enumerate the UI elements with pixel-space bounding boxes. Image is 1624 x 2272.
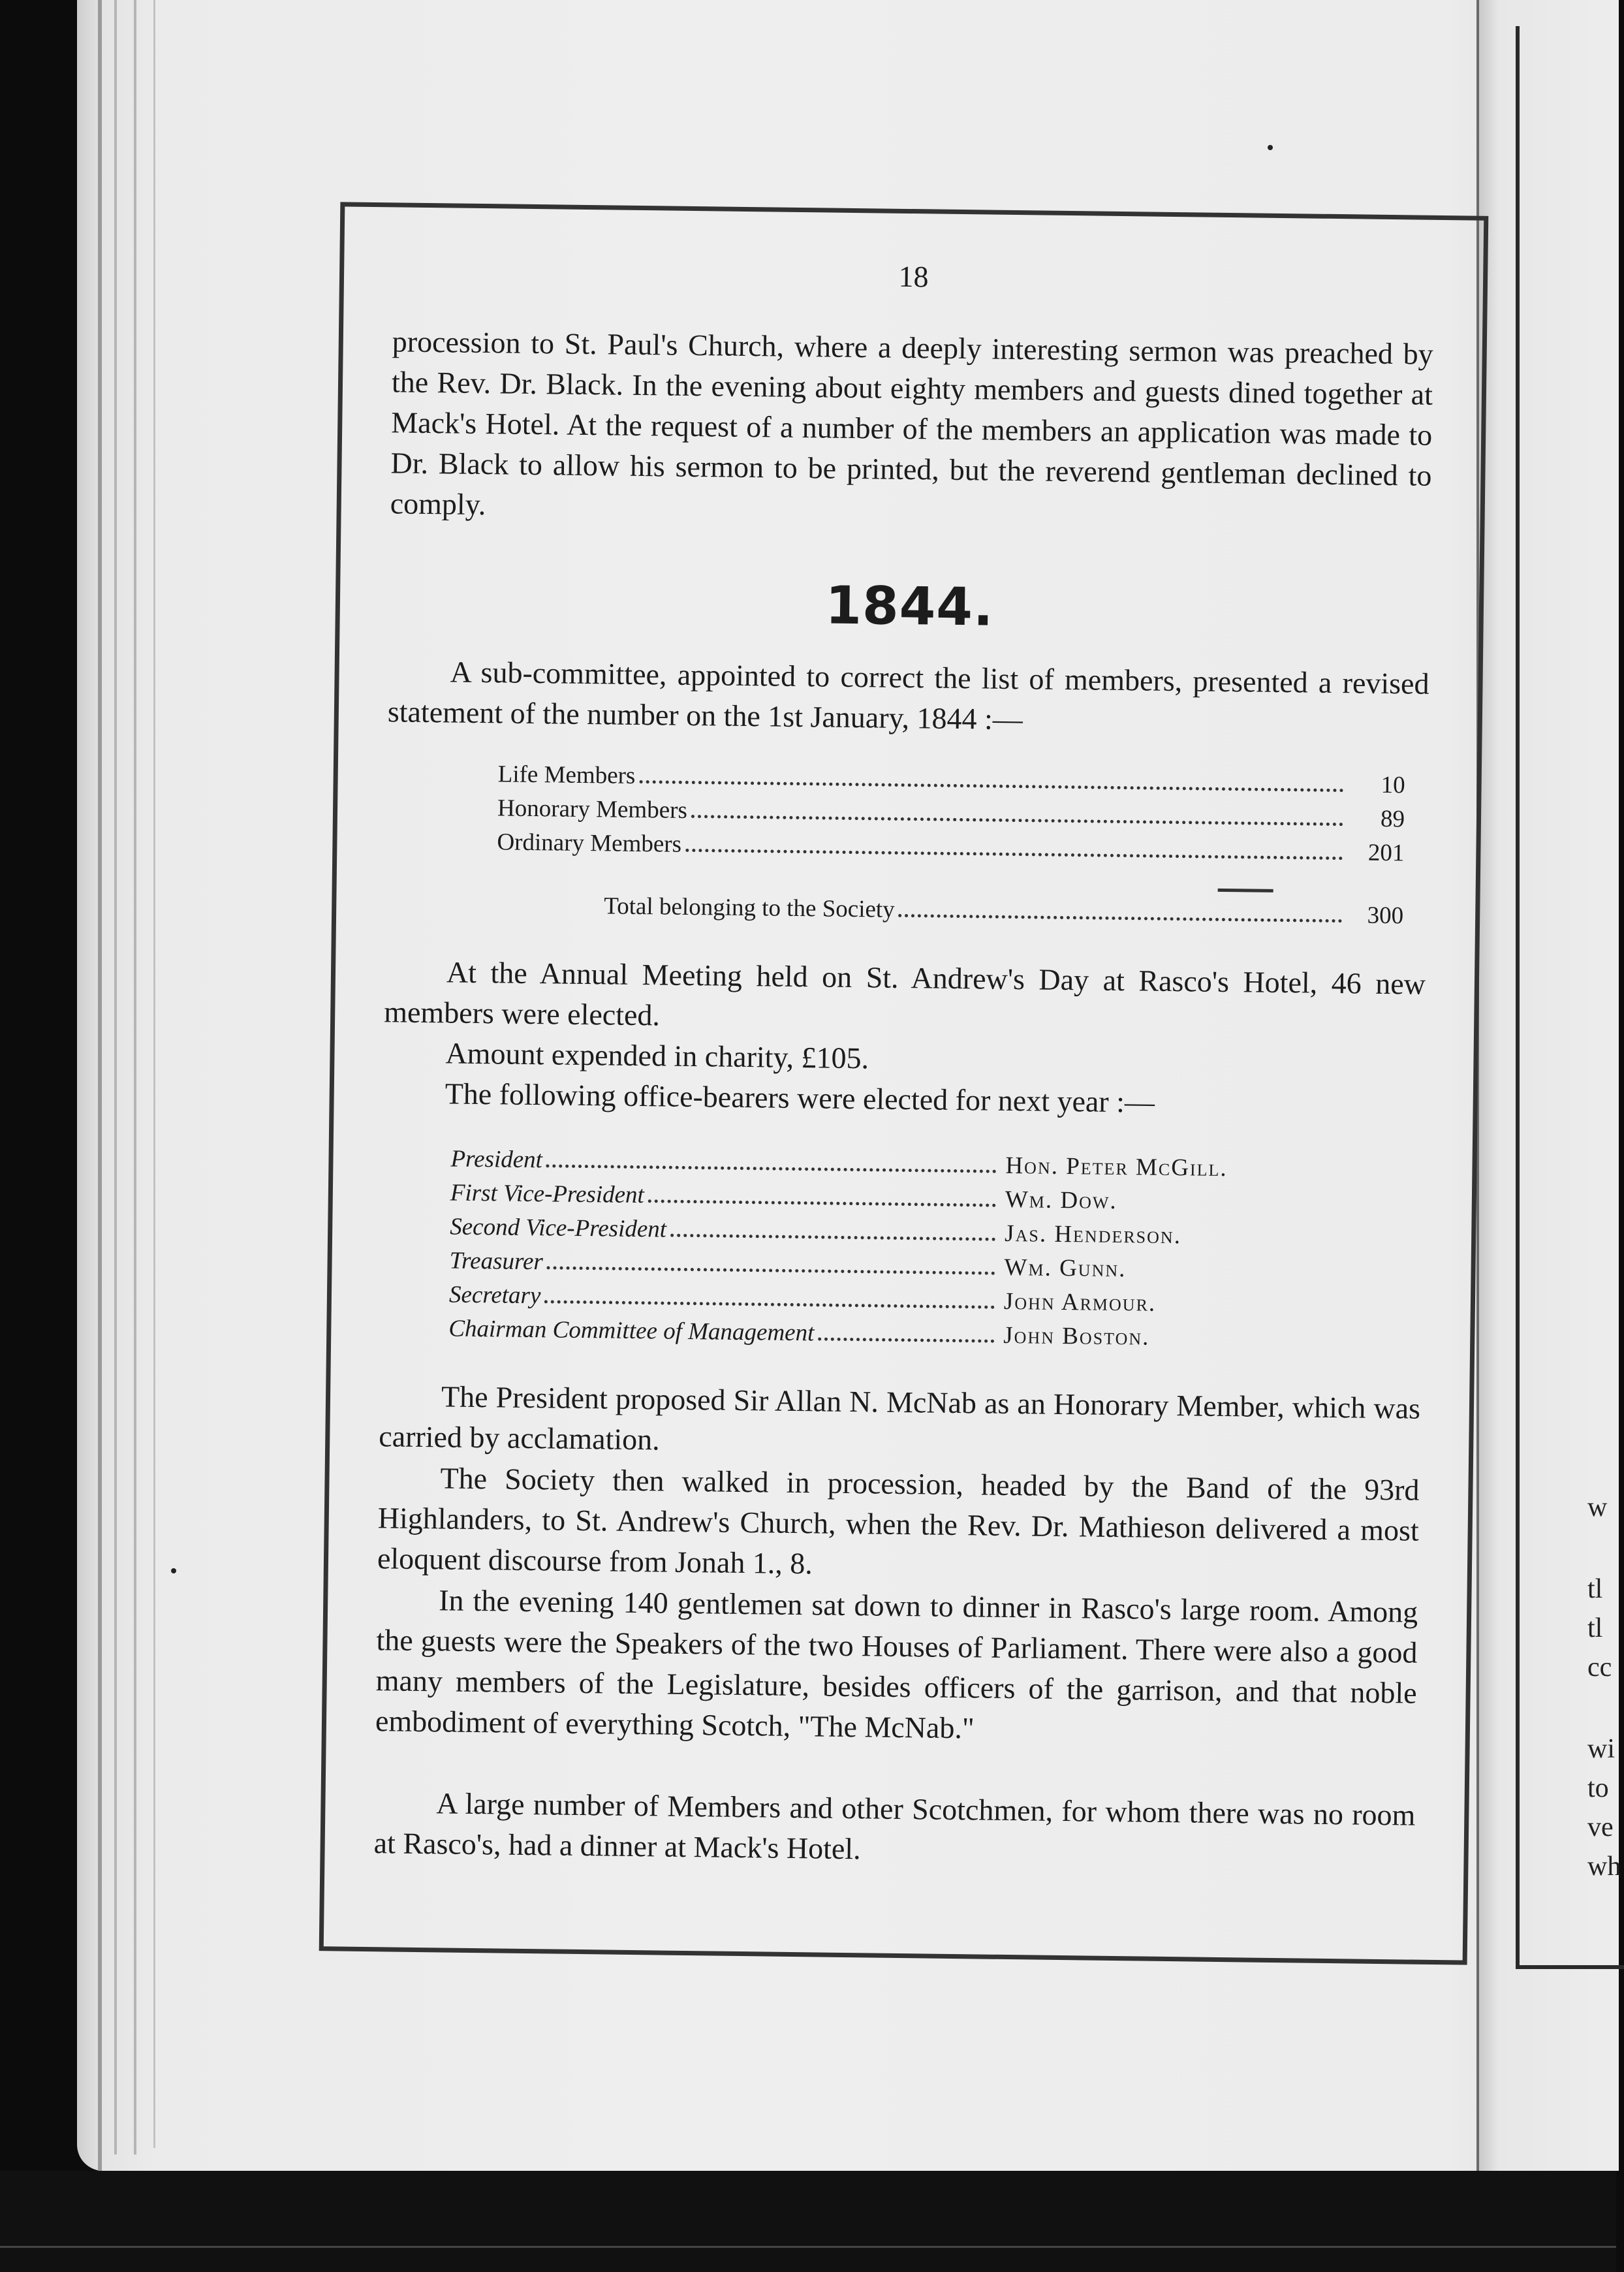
- membership-value: 10: [1381, 771, 1405, 799]
- officer-title: Second Vice-President: [450, 1213, 667, 1243]
- charity-line: Amount expended in charity, £105.: [445, 1036, 869, 1075]
- membership-label: Honorary Members: [497, 795, 688, 824]
- leader-dots: [818, 1337, 994, 1342]
- leader-dots: [685, 849, 1343, 860]
- facing-page-fragment: w: [1587, 1492, 1608, 1523]
- officer-name: John Boston.: [1003, 1321, 1150, 1351]
- membership-value: 201: [1367, 839, 1405, 867]
- leader-dots: [544, 1300, 995, 1308]
- leader-dots: [639, 780, 1343, 792]
- officer-title: Secretary: [448, 1281, 541, 1310]
- membership-label: Ordinary Members: [497, 828, 682, 858]
- subcommittee-paragraph: A sub-committee, appointed to correct the list of members, presented a revised statement of the number on the 1st January, 1844 :—: [387, 655, 1429, 736]
- intro-paragraph: procession to St. Paul's Church, where a deeply interesting sermon was preached by the Rev. Dr. Black. In the evening about eighty members and guests dined together at Mack's Hotel. At the request of a number of the members an application was made to Dr. Black to allow his sermon to be printed, but the reverend gentleman declined to comply.: [390, 324, 1434, 522]
- officer-name: Wm. Gunn.: [1004, 1254, 1127, 1283]
- scan-border: [0, 2171, 1616, 2272]
- honorary-member-paragraph: The President proposed Sir Allan N. McNab as an Honorary Member, which was carried by acclamation.: [379, 1380, 1421, 1457]
- facing-page-fragment: tl: [1587, 1574, 1603, 1604]
- officer-name: Wm. Dow.: [1005, 1186, 1117, 1215]
- officers-list: [448, 1145, 1287, 1359]
- leader-dots: [546, 1164, 997, 1173]
- ink-speck: [1268, 145, 1273, 150]
- officer-name: Hon. Peter McGill.: [1005, 1152, 1228, 1182]
- leader-dots: [691, 815, 1343, 826]
- year-heading: 1844.: [824, 575, 995, 638]
- facing-page-fragment: cc: [1587, 1652, 1612, 1682]
- ink-speck: [171, 1568, 176, 1573]
- membership-total-row: [604, 892, 1404, 936]
- facing-page-fragment: wh: [1587, 1852, 1621, 1882]
- total-rule: [1218, 889, 1273, 892]
- macks-hotel-paragraph: A large number of Members and other Scotchmen, for whom there was no room at Rasco's, had a dinner at Mack's Hotel.: [373, 1786, 1416, 1866]
- dinner-paragraph: In the evening 140 gentlemen sat down to dinner in Rasco's large room. Among the guests were the Speakers of the two Houses of Parliament. There were also a good many members of the Legislature, besides officers of the garrison, and that noble embodiment of everything Scotch, "The McNab.": [375, 1583, 1418, 1745]
- officer-name: John Armour.: [1003, 1287, 1157, 1317]
- officer-title: Treasurer: [449, 1247, 544, 1276]
- page-edge: [114, 0, 117, 2154]
- page-edge: [134, 0, 136, 2154]
- procession-paragraph: The Society then walked in procession, headed by the Band of the 93rd Highlanders, to St. Andrew's Church, when the Rev. Dr. Mathieson delivered a most eloquent discourse from Jonah 1., 8.: [377, 1461, 1420, 1581]
- membership-total: [604, 892, 1404, 936]
- text-frame: [319, 202, 1489, 1964]
- membership-table: [497, 760, 1405, 873]
- page-number: 18: [898, 259, 929, 294]
- leader-dots: [670, 1234, 995, 1241]
- officers-intro: The following office-bearers were elected for next year :—: [445, 1077, 1155, 1119]
- officer-title: President: [450, 1145, 543, 1174]
- facing-page-fragment: ve: [1587, 1812, 1614, 1842]
- facing-page-fragment: to: [1587, 1773, 1609, 1803]
- facing-page-fragment: tl: [1587, 1613, 1603, 1643]
- facing-page-fragment: wi: [1587, 1734, 1615, 1764]
- leader-dots: [899, 914, 1343, 923]
- page-edge: [98, 0, 102, 2171]
- page-content: [324, 206, 1484, 1960]
- annual-meeting-paragraph: At the Annual Meeting held on St. Andrew's Day at Rasco's Hotel, 46 new members were elected.: [383, 955, 1426, 1032]
- membership-total-label: Total belonging to the Society: [604, 892, 895, 923]
- membership-total-value: 300: [1367, 902, 1404, 930]
- leader-dots: [547, 1266, 995, 1274]
- page-edge: [153, 0, 155, 2148]
- membership-value: 89: [1380, 805, 1405, 833]
- officer-name: Jas. Henderson.: [1004, 1220, 1182, 1250]
- membership-label: Life Members: [497, 761, 636, 789]
- officer-title: Chairman Committee of Management: [448, 1315, 815, 1347]
- scan-border-line: [0, 2246, 1616, 2248]
- leader-dots: [648, 1199, 996, 1207]
- officer-title: First Vice-President: [450, 1179, 645, 1209]
